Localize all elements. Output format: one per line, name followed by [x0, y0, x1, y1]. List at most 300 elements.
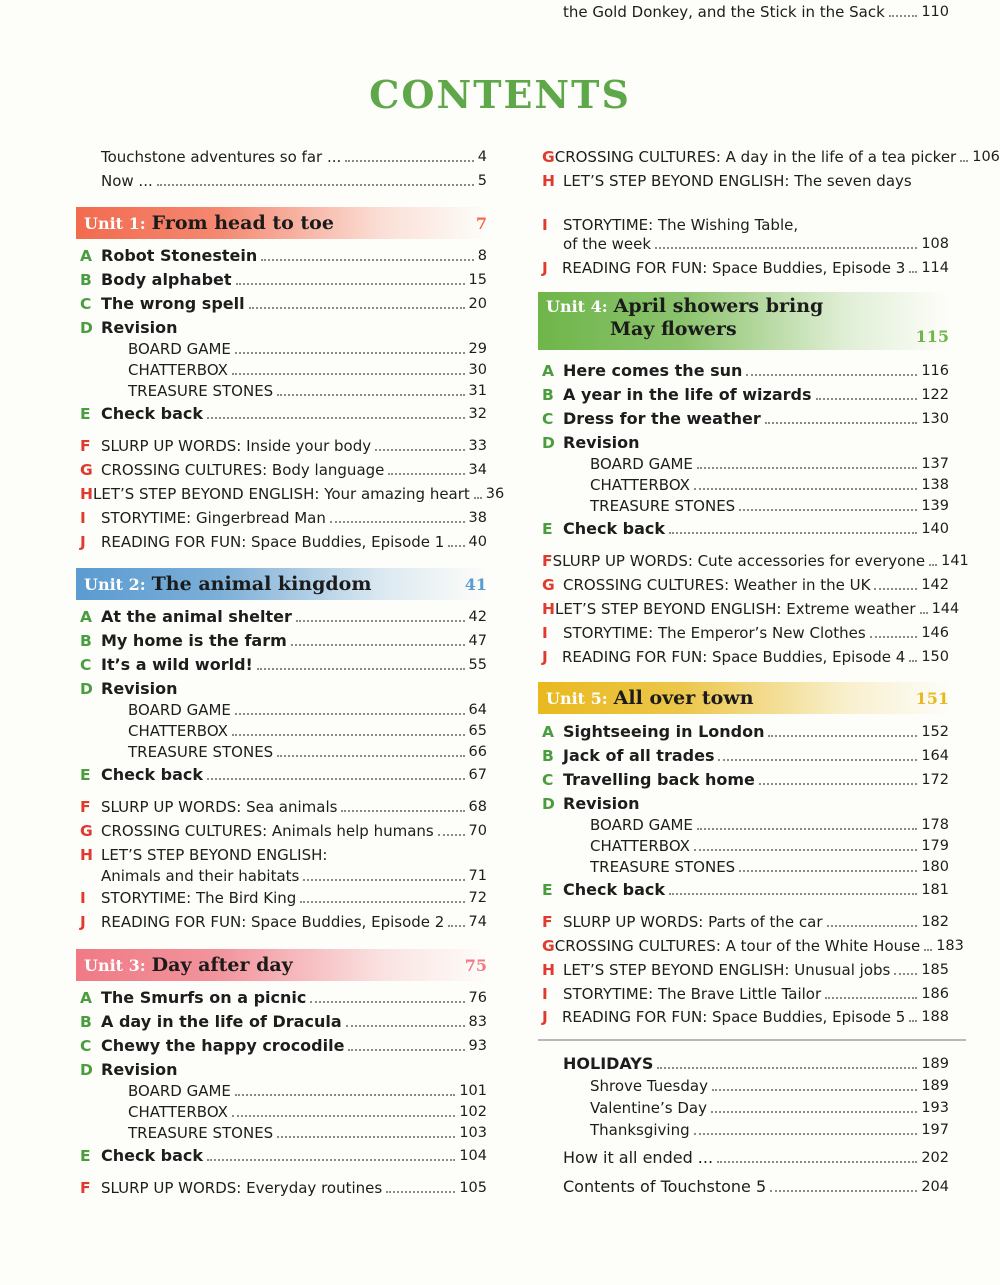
page-number: 4 [477, 149, 487, 165]
revision-row [128, 740, 487, 762]
page-number: 74 [468, 914, 487, 930]
page-number: 104 [459, 1148, 487, 1164]
main-section-row [542, 383, 949, 405]
page-number: 105 [459, 1180, 487, 1196]
revision-heading [542, 792, 949, 814]
dot-leader [291, 644, 465, 646]
intro-row [101, 145, 487, 167]
page-number: 71 [468, 868, 487, 884]
dot-leader [894, 973, 917, 975]
entry-title: Now ... [101, 172, 153, 190]
entry-title: CROSSING CULTURES: Animals help humans [101, 822, 434, 840]
page-number: 32 [468, 406, 487, 422]
holiday-row [590, 1074, 949, 1096]
dot-leader [296, 620, 465, 622]
dot-leader [765, 422, 918, 424]
page-number: 55 [468, 657, 487, 673]
revision-row [128, 358, 487, 380]
entry-title: At the animal shelter [101, 607, 292, 626]
unit-title-line2: May flowers [610, 318, 737, 340]
page-number: 144 [931, 601, 960, 617]
dot-leader [669, 893, 917, 895]
extra-section-row [80, 1176, 487, 1198]
entry-title: Revision [101, 679, 178, 698]
entry-title: Animals and their habitats [101, 867, 300, 885]
section-letter: E [542, 881, 553, 899]
entry-title: CROSSING CULTURES: Weather in the UK [563, 576, 871, 594]
main-section-row [80, 605, 487, 627]
check-back-row [542, 517, 949, 539]
section-letter: J [80, 533, 86, 551]
main-section-row [80, 244, 487, 266]
dot-leader [277, 394, 464, 396]
entry-title: STORYTIME: The Bird King [101, 889, 297, 907]
dot-leader [277, 1136, 455, 1138]
entry-title: A year in the life of wizards [563, 385, 812, 404]
unit-page: 7 [475, 213, 487, 233]
entry-title: The wrong spell [101, 294, 245, 313]
dot-leader [694, 1133, 918, 1135]
revision-row [590, 834, 949, 856]
entry-title: Thanksgiving [590, 1121, 690, 1139]
extra-section-row [80, 434, 487, 456]
entry-title: Shrove Tuesday [590, 1077, 708, 1095]
dot-leader [657, 1067, 917, 1069]
dot-leader [236, 283, 465, 285]
entry-title: SLURP UP WORDS: Everyday routines [101, 1179, 383, 1197]
section-letter: I [80, 509, 86, 527]
section-letter: A [542, 362, 554, 380]
page-number: 172 [921, 772, 949, 788]
dot-leader [669, 532, 917, 534]
dot-leader [232, 1115, 455, 1117]
entry-title: Check back [101, 404, 204, 423]
page-number: 101 [459, 1083, 487, 1099]
page-number: 138 [921, 477, 949, 493]
entry-title: READING FOR FUN: Space Buddies, Episode 5 [562, 1008, 906, 1026]
entry-title: STORYTIME: Gingerbread Man [101, 509, 326, 527]
entry-title: Revision [563, 433, 640, 452]
dot-leader [207, 778, 464, 780]
dot-leader [448, 925, 464, 927]
main-section-row [542, 768, 949, 790]
section-letter: C [80, 1037, 92, 1055]
section-letter: H [542, 961, 555, 979]
page-number: 183 [936, 938, 964, 954]
revision-row [128, 1100, 487, 1122]
section-letter: H [80, 485, 93, 503]
page-number: 182 [921, 914, 949, 930]
section-letter: I [80, 889, 86, 907]
dot-leader [207, 417, 464, 419]
extra-section-row [542, 169, 949, 191]
dot-leader [889, 15, 918, 17]
page-number: 116 [921, 363, 949, 379]
section-letter: E [80, 1147, 91, 1165]
unit-banner-text [84, 573, 371, 595]
entry-title: Check back [101, 1146, 204, 1165]
dot-leader [232, 373, 465, 375]
page-number: 185 [921, 962, 949, 978]
dot-leader [827, 925, 918, 927]
section-letter: J [542, 1008, 548, 1026]
page-number: 181 [921, 882, 949, 898]
entry-title: CROSSING CULTURES: A day in the life of a tea picker [554, 148, 957, 166]
main-section-row [80, 1010, 487, 1032]
dot-leader [235, 352, 465, 354]
extra-section-row [542, 934, 964, 956]
entry-title: SLURP UP WORDS: Cute accessories for everyone [552, 552, 926, 570]
entry-title: LET’S STEP BEYOND ENGLISH: The seven days [563, 172, 912, 190]
entry-title: Contents of Touchstone 5 [563, 1177, 767, 1196]
check-back-row [80, 763, 487, 785]
unit-page: 41 [464, 574, 487, 594]
extra-section-row [542, 145, 1000, 167]
page-number: 146 [921, 625, 949, 641]
section-letter: I [542, 985, 548, 1003]
entry-title: CROSSING CULTURES: A tour of the White House [554, 937, 921, 955]
page-number: 141 [941, 553, 969, 569]
revision-row [590, 813, 949, 835]
page-number: 42 [468, 609, 487, 625]
dot-leader [345, 160, 474, 162]
revision-heading [542, 431, 949, 453]
section-letter: F [80, 437, 91, 455]
page-number: 189 [921, 1056, 949, 1072]
section-letter: H [80, 846, 93, 864]
page-number: 150 [921, 649, 949, 665]
page-title: CONTENTS [369, 72, 631, 117]
entry-title: Here comes the sun [563, 361, 743, 380]
entry-title: How it all ended ... [563, 1148, 714, 1167]
extra-section-row [542, 621, 949, 643]
unit-banner-text [84, 212, 334, 234]
dot-leader [739, 509, 917, 511]
page-number: 114 [921, 260, 949, 276]
entry-title: Body alphabet [101, 270, 232, 289]
entry-title: SLURP UP WORDS: Sea animals [101, 798, 338, 816]
page-number: 67 [468, 767, 487, 783]
entry-title: Travelling back home [563, 770, 755, 789]
page-number: 189 [921, 1078, 949, 1094]
section-letter: G [542, 937, 555, 955]
revision-heading [80, 1058, 487, 1080]
entry-title: BOARD GAME [128, 1082, 231, 1100]
page-number: 180 [921, 859, 949, 875]
dot-leader [768, 735, 917, 737]
dot-leader [717, 1161, 917, 1163]
main-section-row [80, 1034, 487, 1056]
entry-title: LET’S STEP BEYOND ENGLISH: [101, 846, 328, 864]
section-letter: H [542, 172, 555, 190]
page-number: 30 [468, 362, 487, 378]
page-number: 31 [468, 383, 487, 399]
dot-leader [448, 545, 464, 547]
dot-leader [375, 449, 464, 451]
section-letter: B [80, 632, 92, 650]
holidays-divider [538, 1039, 966, 1041]
extra-section-row [542, 958, 949, 980]
entry-title: CROSSING CULTURES: Body language [101, 461, 385, 479]
entry-title: STORYTIME: The Brave Little Tailor [563, 985, 822, 1003]
section-letter: C [80, 656, 92, 674]
entry-title: Touchstone adventures so far ... [101, 148, 342, 166]
unit-banner [76, 568, 487, 600]
page-number: 197 [921, 1122, 949, 1138]
holiday-row [590, 1096, 949, 1118]
page-number: 137 [921, 456, 949, 472]
page-number: 202 [921, 1150, 949, 1166]
dot-leader [909, 271, 917, 273]
section-letter: B [542, 747, 554, 765]
entry-title: TREASURE STONES [128, 382, 274, 400]
main-section-row [542, 744, 949, 766]
unit-label: Unit 1: [84, 214, 146, 233]
section-letter: E [80, 405, 91, 423]
extra-section-row [80, 506, 487, 528]
unit-page: 151 [915, 688, 949, 708]
entry-title: Check back [563, 519, 666, 538]
revision-row [590, 452, 949, 474]
entry-title: Check back [101, 765, 204, 784]
entry-title: Sightseeing in London [563, 722, 765, 741]
toc-row-continued [563, 0, 949, 22]
dot-leader [909, 660, 917, 662]
dot-leader [816, 398, 918, 400]
page-number: 47 [468, 633, 487, 649]
dot-leader [257, 668, 465, 670]
dot-leader [697, 828, 917, 830]
extra-section-row [80, 482, 505, 504]
page-number: 8 [477, 248, 487, 264]
unit-title: Day after day [151, 954, 293, 976]
extra-section-row [80, 458, 487, 480]
entry-title: STORYTIME: The Wishing Table, [563, 216, 799, 234]
dot-leader [346, 1025, 465, 1027]
main-section-row [542, 720, 949, 742]
revision-row [128, 1079, 487, 1101]
page-number: 72 [468, 890, 487, 906]
dot-leader [388, 473, 464, 475]
unit-banner [76, 949, 487, 981]
dot-leader [207, 1159, 455, 1161]
page-number: 70 [468, 823, 487, 839]
page-number: 122 [921, 387, 949, 403]
dot-leader [310, 1001, 464, 1003]
dot-leader [697, 467, 917, 469]
revision-row [128, 1121, 487, 1143]
unit-banner [538, 682, 949, 714]
entry-title: READING FOR FUN: Space Buddies, Episode 3 [562, 259, 906, 277]
entry-title: Check back [563, 880, 666, 899]
section-letter: C [542, 410, 554, 428]
entry-title: SLURP UP WORDS: Parts of the car [563, 913, 823, 931]
entry-title: Revision [101, 1060, 178, 1079]
dot-leader [739, 870, 917, 872]
extra-section-row [542, 1005, 949, 1027]
extra-section-row [542, 573, 949, 595]
extra-section-row [542, 256, 949, 278]
entry-title: TREASURE STONES [590, 497, 736, 515]
section-letter: F [542, 913, 553, 931]
main-section-row [80, 653, 487, 675]
dot-leader [300, 901, 464, 903]
extra-section-row [80, 530, 487, 552]
dot-leader [655, 247, 917, 249]
revision-heading [80, 316, 487, 338]
page-number: 108 [921, 236, 949, 252]
dot-leader [438, 834, 465, 836]
dot-leader [770, 1190, 917, 1192]
dot-leader [924, 949, 932, 951]
entry-title: CHATTERBOX [128, 722, 228, 740]
section-letter: A [80, 247, 92, 265]
entry-title: LET’S STEP BEYOND ENGLISH: Your amazing heart [92, 485, 470, 503]
page-number: 76 [468, 990, 487, 1006]
unit-banner-text [84, 954, 293, 976]
revision-row [128, 379, 487, 401]
section-letter: I [542, 216, 548, 234]
entry-title: Revision [101, 318, 178, 337]
entry-title: of the week [563, 235, 652, 253]
page-number: 140 [921, 521, 949, 537]
holiday-row [590, 1118, 949, 1140]
section-letter: G [542, 576, 555, 594]
page-number: 36 [485, 486, 505, 502]
dot-leader [348, 1049, 464, 1051]
section-letter: D [542, 795, 555, 813]
section-letter: A [80, 608, 92, 626]
dot-leader [474, 497, 482, 499]
entry-title: CHATTERBOX [590, 476, 690, 494]
entry-title: CHATTERBOX [128, 1103, 228, 1121]
section-letter: H [542, 600, 555, 618]
dot-leader [909, 1020, 917, 1022]
revision-row [590, 855, 949, 877]
section-letter: C [542, 771, 554, 789]
page-number: 106 [972, 149, 1000, 165]
section-letter: D [80, 680, 93, 698]
page-number: 152 [921, 724, 949, 740]
entry-title: BOARD GAME [590, 816, 693, 834]
dot-leader [874, 588, 917, 590]
check-back-row [80, 1144, 487, 1166]
unit-banner [76, 207, 487, 239]
section-letter: A [542, 723, 554, 741]
page-number: 33 [468, 438, 487, 454]
page-number: 102 [459, 1104, 487, 1120]
dot-leader [235, 713, 465, 715]
page-number: 178 [921, 817, 949, 833]
extra-section-row [542, 597, 960, 619]
check-back-row [80, 402, 487, 424]
entry-title: READING FOR FUN: Space Buddies, Episode 1 [101, 533, 445, 551]
page-number: 193 [921, 1100, 949, 1116]
section-letter: G [80, 461, 93, 479]
section-letter: C [80, 295, 92, 313]
extra-section-row [80, 819, 487, 841]
entry-title: BOARD GAME [128, 340, 231, 358]
section-letter: J [542, 259, 548, 277]
entry-title: LET’S STEP BEYOND ENGLISH: Unusual jobs [563, 961, 891, 979]
extra-section-row [542, 213, 949, 235]
extra-section-row [80, 795, 487, 817]
revision-row [128, 719, 487, 741]
page-number: 204 [921, 1179, 949, 1195]
revision-row [590, 473, 949, 495]
page-number: 130 [921, 411, 949, 427]
dot-leader [330, 521, 465, 523]
unit-title: The animal kingdom [151, 573, 372, 595]
entry-title: CHATTERBOX [128, 361, 228, 379]
dot-leader [341, 810, 464, 812]
extra-section-row [542, 982, 949, 1004]
section-letter: F [80, 1179, 91, 1197]
unit-label: Unit 3: [84, 956, 146, 975]
page-number: 65 [468, 723, 487, 739]
dot-leader [235, 1094, 455, 1096]
section-letter: F [542, 552, 553, 570]
section-letter: J [80, 913, 86, 931]
section-letter: I [542, 624, 548, 642]
unit-label: Unit 5: [546, 689, 608, 708]
dot-leader [694, 849, 917, 851]
toc-row-continued [101, 864, 487, 886]
main-section-row [542, 407, 949, 429]
entry-title: BOARD GAME [590, 455, 693, 473]
page-number: 38 [468, 510, 487, 526]
holidays-heading [563, 1052, 949, 1074]
entry-title: Dress for the weather [563, 409, 761, 428]
main-section-row [542, 359, 949, 381]
dot-leader [929, 564, 937, 566]
dot-leader [712, 1089, 917, 1091]
entry-title: The Smurfs on a picnic [101, 988, 307, 1007]
section-letter: F [80, 798, 91, 816]
unit-title: From head to toe [151, 212, 334, 234]
page-number: 139 [921, 498, 949, 514]
entry-title: READING FOR FUN: Space Buddies, Episode 4 [562, 648, 906, 666]
unit-page: 115 [915, 327, 949, 346]
entry-title: Chewy the happy crocodile [101, 1036, 345, 1055]
check-back-row [542, 878, 949, 900]
page-number: 179 [921, 838, 949, 854]
page-number: 110 [921, 4, 949, 20]
entry-title: Valentine’s Day [590, 1099, 707, 1117]
page-number: 103 [459, 1125, 487, 1141]
page-number: 142 [921, 577, 949, 593]
section-letter: E [80, 766, 91, 784]
section-letter: D [80, 1061, 93, 1079]
entry-title: BOARD GAME [128, 701, 231, 719]
entry-title: TREASURE STONES [128, 1124, 274, 1142]
page-number: 83 [468, 1014, 487, 1030]
dot-leader [277, 755, 464, 757]
entry-title: A day in the life of Dracula [101, 1012, 342, 1031]
page-number: 34 [468, 462, 487, 478]
section-letter: A [80, 989, 92, 1007]
section-letter: D [80, 319, 93, 337]
dot-leader [694, 488, 917, 490]
extra-section-row [542, 645, 949, 667]
entry-title: READING FOR FUN: Space Buddies, Episode 2 [101, 913, 445, 931]
entry-title: TREASURE STONES [590, 858, 736, 876]
ending-row [563, 1175, 949, 1197]
extra-section-row [80, 886, 487, 908]
dot-leader [746, 374, 917, 376]
entry-title: Robot Stonestein [101, 246, 258, 265]
entry-title: Revision [563, 794, 640, 813]
